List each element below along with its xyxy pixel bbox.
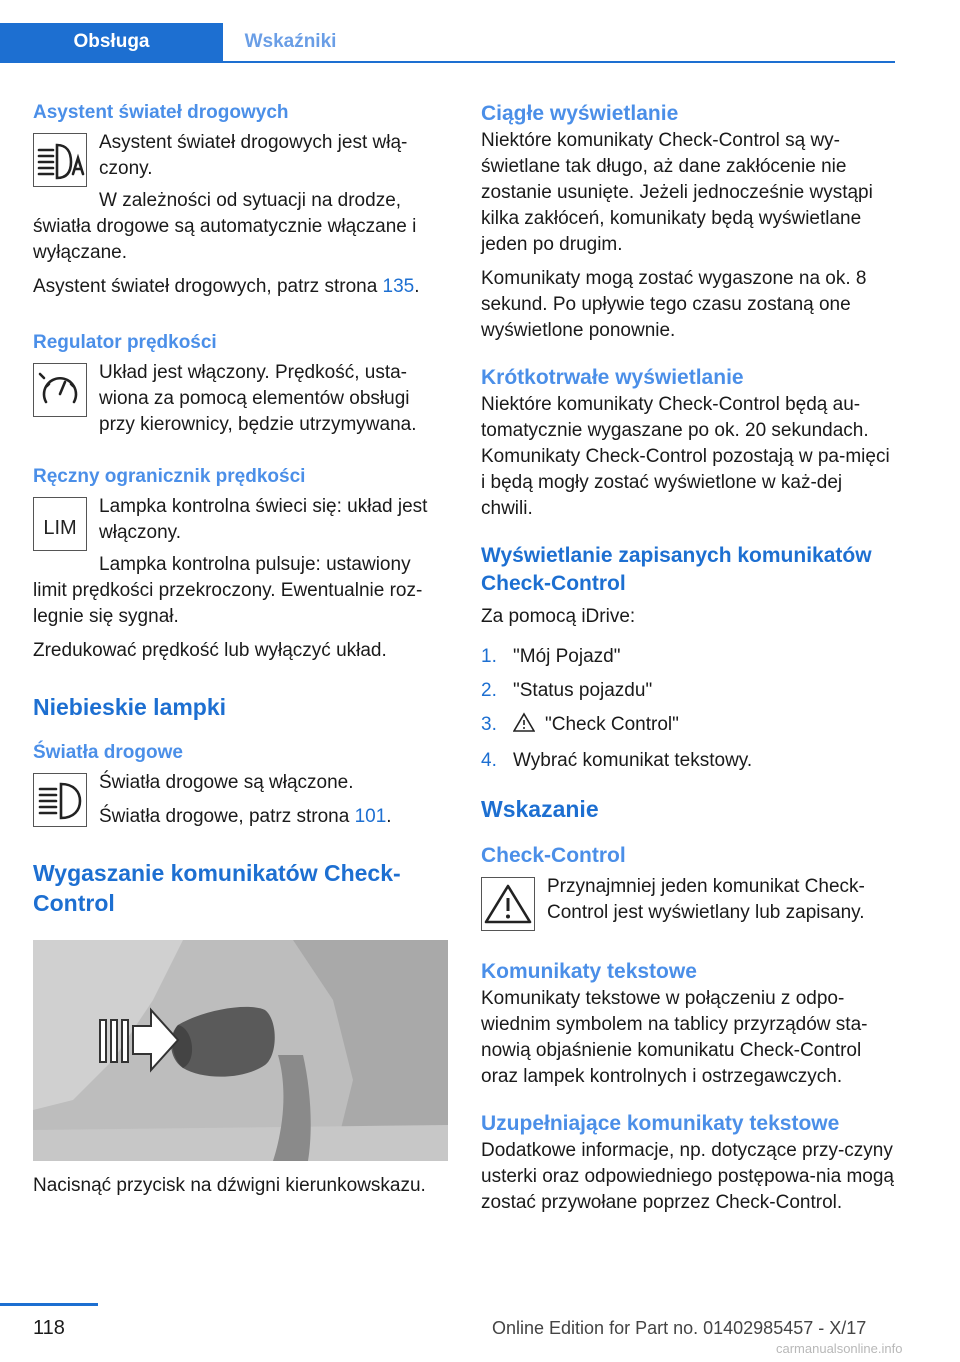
speed-limiter-text-3: Zredukować prędkość lub wyłączyć układ. — [33, 640, 387, 661]
continuous-display-text-1: Niektóre komunikaty Check-Control są wy‐świetlane tak długo, aż dane zakłócenie nie zostanie usunięte. Jeżeli jednocześnie wystąpi kilka zakłóceń, komunikaty będą wyświetlane jeden po drugim. — [481, 130, 873, 255]
high-beam-icon — [33, 773, 87, 827]
footer-divider — [0, 1303, 98, 1306]
check-control-warning-icon — [481, 877, 535, 931]
heading-continuous-display: Ciągłe wyświetlanie — [481, 102, 679, 125]
turn-signal-lever-photo — [33, 940, 448, 1161]
heading-check-control: Check-Control — [481, 844, 626, 867]
list-item: 2. "Status pojazdu" — [481, 680, 653, 701]
section-title-high-beams: Światła drogowe — [33, 742, 183, 763]
heading-check-control-dismiss: Wygaszanie komunikatów Check-Control — [33, 860, 401, 916]
high-beam-assistant-text-1: Asystent świateł drogowych jest włą‐czony. — [99, 132, 408, 179]
edition-note: Online Edition for Part no. 01402985457 - X/17 — [492, 1318, 867, 1338]
high-beam-assistant-icon — [33, 133, 87, 187]
page-number: 118 — [33, 1317, 65, 1339]
speed-limiter-row — [33, 494, 448, 552]
lim-icon — [33, 497, 87, 551]
check-control-text: Przynajmniej jeden komunikat Check-Control jest wyświetlany lub zapisany. — [547, 876, 865, 923]
warning-triangle-icon — [513, 712, 535, 740]
tab-obsluga[interactable]: Obsługa — [0, 23, 223, 61]
check-control-row — [481, 874, 896, 932]
list-item: 1. "Mój Pojazd" — [481, 646, 621, 667]
heading-short-display: Krótkotrwałe wyświetlanie — [481, 366, 744, 389]
section-title-cruise-control: Regulator prędkości — [33, 332, 217, 353]
high-beam-assistant-ref: Asystent świateł drogowych, patrz strona 135. — [33, 276, 420, 297]
idrive-steps-list — [481, 644, 896, 774]
heading-supplementary-messages: Uzupełniające komunikaty tekstowe — [481, 1112, 840, 1135]
high-beam-assistant-text-2: W zależności od sytuacji na drodze, światła drogowe są automatycznie włączane i wyłączane. — [33, 190, 417, 263]
header-tab-bar — [0, 23, 895, 63]
text-messages-text: Komunikaty tekstowe w połączeniu z odpo‐wiednim symbolem na tablicy przyrządów sta‐nowią objaśnienie komunikatu Check-Control oraz lampek kontrolnych i ostrzegawczych. — [481, 988, 868, 1087]
stored-messages-intro: Za pomocą iDrive: — [481, 606, 636, 627]
speed-limiter-text-2: Lampka kontrolna pulsuje: ustawiony limit prędkości przekroczony. Ewentualnie roz‐legnie się sygnał. — [33, 554, 423, 627]
speed-limiter-text-1: Lampka kontrolna świeci się: układ jest włączony. — [99, 496, 428, 543]
tab-wskazniki[interactable]: Wskaźniki — [244, 31, 337, 52]
list-item: 4. Wybrać komunikat tekstowy. — [481, 750, 753, 771]
high-beams-ref: Światła drogowe, patrz strona 101. — [99, 806, 392, 827]
high-beams-text-1: Światła drogowe są włączone. — [99, 772, 354, 793]
watermark: carmanualsonline.info — [776, 1341, 903, 1356]
cruise-control-icon — [33, 363, 87, 417]
page-link-101[interactable]: 101 — [354, 806, 387, 827]
section-title-speed-limiter: Ręczny ogranicznik prędkości — [33, 466, 306, 487]
list-item: 3. "Check Control" — [481, 712, 896, 740]
cruise-control-text: Układ jest włączony. Prędkość, usta‐wiona za pomocą elementów obsługi przy kierownicy, będzie utrzymywana. — [99, 362, 417, 435]
heading-stored-messages: Wyświetlanie zapisanych komunikatów Check-Control — [481, 544, 872, 595]
short-display-text: Niektóre komunikaty Check-Control będą au‐tomatycznie wygaszane po ok. 20 sekundach. Komunikaty Check-Control pozostają w pa‐mięci i będą mogły zostać wyświetlone w każ‐dej chwili. — [481, 394, 890, 519]
photo-caption: Nacisnąć przycisk na dźwigni kierunkowskazu. — [33, 1175, 426, 1196]
high-beam-assistant-row — [33, 130, 448, 188]
cruise-control-row — [33, 360, 448, 438]
supplementary-messages-text: Dodatkowe informacje, np. dotyczące przy‐czyny usterki oraz odpowiedniego postępowa‐nia mogą zostać przywołane poprzez Check-Control. — [481, 1140, 894, 1213]
left-column — [33, 100, 448, 1207]
page-link-135[interactable]: 135 — [382, 276, 415, 297]
section-title-high-beam-assistant: Asystent świateł drogowych — [33, 102, 289, 123]
heading-blue-lamps: Niebieskie lampki — [33, 694, 227, 720]
right-column — [481, 100, 896, 1224]
heading-text-messages: Komunikaty tekstowe — [481, 960, 697, 983]
high-beams-row — [33, 770, 448, 830]
svg-text:LIM: LIM — [43, 517, 77, 539]
continuous-display-text-2: Komunikaty mogą zostać wygaszone na ok. 8 sekund. Po upływie tego czasu zostaną one wyświetlone ponownie. — [481, 268, 867, 341]
heading-indication: Wskazanie — [481, 796, 599, 822]
